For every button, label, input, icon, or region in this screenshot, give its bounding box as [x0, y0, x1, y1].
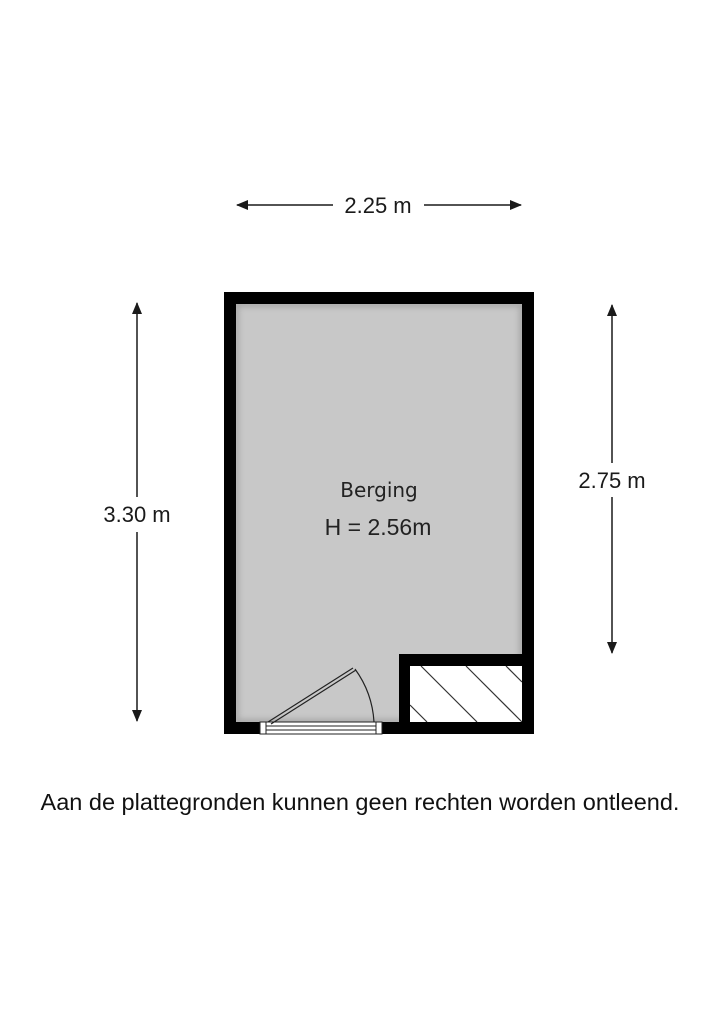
door-frame — [260, 722, 382, 734]
disclaimer-text: Aan de plattegronden kunnen geen rechten worden ontleend. — [40, 789, 680, 815]
total-depth-dimension — [103, 303, 170, 721]
partial-depth-dimension — [578, 305, 645, 653]
closet-floor — [410, 666, 522, 722]
partial-depth-label: 2.75 m — [578, 468, 646, 493]
width-label: 2.25 m — [344, 193, 412, 218]
room-height: H = 2.56m — [324, 514, 432, 540]
room-name: Berging — [340, 478, 418, 502]
width-dimension — [237, 193, 521, 218]
total-depth-label: 3.30 m — [103, 502, 171, 527]
